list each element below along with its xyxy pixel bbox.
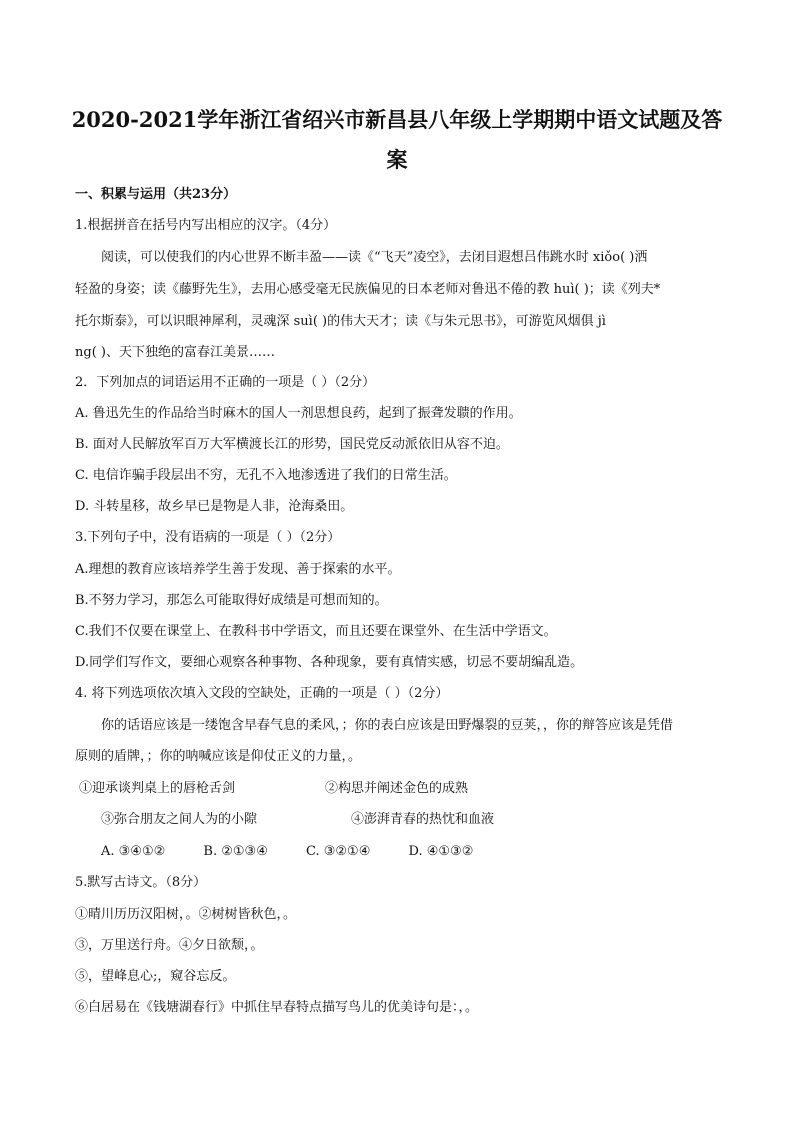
- question-4-paragraph-line: 原则的盾牌，；你的呐喊应该是仰仗正义的力量，。: [75, 749, 362, 764]
- question-3-option-d: D.同学们写作文，要细心观察各种事物、各种现象，要有真情实感，切忌不要胡编乱造。: [75, 655, 584, 670]
- question-5-stem: 5.默写古诗文。（8分）: [75, 875, 207, 890]
- question-3-option-a: A.理想的教育应该培养学生善于发现、善于探索的水平。: [75, 562, 401, 577]
- question-4-choice-d: D. ④①③②: [408, 844, 474, 859]
- question-1-paragraph-line: 托尔斯泰》，可以识眼神犀利，灵魂深 suì( )的伟大天才；读《与朱元思书》，可游览风烟俱 jì: [75, 314, 606, 329]
- question-4-choice-b: B. ②①③④: [203, 844, 268, 859]
- question-4-paragraph-line: 你的话语应该是一缕饱含早春气息的柔风，；你的表白应该是田野爆裂的豆荚，，你的辩答应该是凭借: [101, 718, 674, 733]
- question-2-option-a: A. 鲁迅先生的作品给当时麻木的国人一剂思想良药，起到了振聋发聩的作用。: [75, 406, 522, 421]
- question-2-option-b: B. 面对人民解放军百万大军横渡长江的形势，国民党反动派依旧从容不迫。: [75, 437, 509, 452]
- question-2-option-d: D. 斗转星移，故乡早已是物是人非，沧海桑田。: [75, 499, 354, 514]
- question-4-choice-a: A. ③④①②: [101, 844, 166, 859]
- question-4-item-1: ①迎承谈判桌上的唇枪舌剑: [79, 781, 236, 796]
- question-3-option-c: C.我们不仅要在课堂上、在教科书中学语文，而且还要在课堂外、在生活中学语文。: [75, 624, 557, 639]
- question-4-item-4: ④澎湃青春的热忱和血液: [351, 812, 495, 827]
- question-1-paragraph-line: 轻盈的身姿；读《藤野先生》，去用心感受毫无民族偏见的日本老师对鲁迅不倦的教 huì( )；读《列夫*: [75, 282, 661, 297]
- question-1-paragraph-line: 阅读，可以使我们的内心世界不断丰盈——读《“飞天”凌空》，去闭目遐想吕伟跳水时 xiǒo( )洒: [101, 250, 648, 265]
- question-5-line: ③，万里送行舟。④夕日欲颓，。: [75, 938, 264, 953]
- question-1-paragraph-line: ng( )、天下独绝的富春江美景……: [75, 345, 275, 360]
- section-heading: 一、积累与运用（共23分）: [75, 187, 237, 202]
- question-4-item-2: ②构思并阐述金色的成熟: [325, 781, 469, 796]
- question-3-option-b: B.不努力学习，那怎么可能取得好成绩是可想而知的。: [75, 593, 388, 608]
- question-4-choices: [101, 843, 507, 861]
- question-5-line: ①晴川历历汉阳树，。②树树皆秋色，。: [75, 907, 297, 922]
- document-title-line2: 案: [386, 147, 408, 172]
- document-title-line1: 2020-2021学年浙江省绍兴市新昌县八年级上学期期中语文试题及答: [71, 107, 723, 132]
- question-5-line: ⑥白居易在《钱塘湖春行》中抓住早春特点描写鸟儿的优美诗句是：，。: [75, 1000, 479, 1015]
- question-4-item-3: ③弥合朋友之间人为的小隙: [101, 812, 258, 827]
- question-4-stem: 4. 将下列选项依次填入文段的空缺处，正确的一项是（ ）（2分）: [75, 686, 449, 701]
- question-4-choice-c: C. ③②①④: [306, 844, 371, 859]
- question-2-option-c: C. 电信诈骗手段层出不穷，无孔不入地渗透进了我们的日常生活。: [75, 468, 457, 483]
- question-2-stem: 2．下列加点的词语运用不正确的一项是（ ）（2分）: [75, 375, 376, 390]
- question-5-line: ⑤，望峰息心;，窥谷忘反。: [75, 969, 236, 984]
- question-1-stem: 1.根据拼音在括号内写出相应的汉字。（4分）: [75, 218, 337, 233]
- question-3-stem: 3.下列句子中，没有语病的一项是（ ）（2分）: [75, 530, 341, 545]
